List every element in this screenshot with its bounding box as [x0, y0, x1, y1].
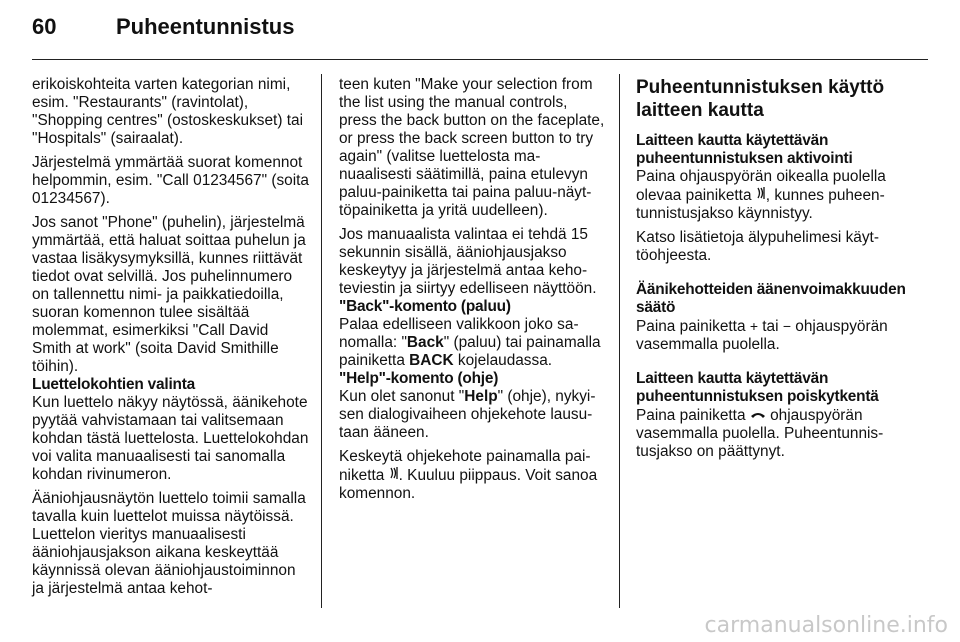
text: ohjauspyörän vasemmalla puolella. Puheentunnistusjakso on päättynyt. [636, 407, 884, 460]
paragraph [339, 448, 605, 503]
text: Keskeytä ohjekehote painamalla painiketta [339, 448, 591, 484]
subheading: "Help"-komento (ohje) [339, 370, 499, 387]
paragraph: Järjestelmä ymmärtää suorat komennot helpommin, esim. "Call 01234567" (soita 01234567). [32, 154, 309, 207]
text: Kun olet sanonut " [339, 388, 465, 405]
voice-command-icon [756, 186, 766, 204]
text: Paina painiketta [636, 318, 750, 335]
text: tai [758, 318, 783, 335]
paragraph: Jos manuaalista valintaa ei tehdä 15 sekunnin sisällä, ääniohjausjakso keskeytyy ja järjestelmä antaa kehoteviestin ja siirtyy edelliseen näyttöön. [339, 226, 597, 297]
paragraph: erikoiskohteita varten kategorian nimi, esim. "Restaurants" (ravintolat), "Shopping centres" (ostoskeskukset) tai "Hospitals" (sairaalat). [32, 76, 303, 147]
column-divider [321, 74, 322, 608]
column-3 [636, 76, 914, 467]
text: Paina painiketta [636, 407, 750, 424]
text: . Kuuluu piippaus. Voit sanoa komennon. [339, 467, 598, 502]
keyword: BACK [409, 352, 454, 369]
page-number: 60 [32, 14, 57, 39]
text: Paina ohjauspyörän oikealla puolella olevaa painiketta [636, 168, 886, 204]
page-header [32, 14, 294, 54]
header-rule [32, 59, 928, 60]
text: Palaa edelliseen valikkoon joko sanomalla: " [339, 316, 579, 351]
hang-up-icon [750, 406, 766, 424]
paragraph [636, 406, 914, 461]
subheading: Äänikehotteiden äänenvoimakkuuden säätö [636, 281, 906, 316]
subheading: Laitteen kautta käytettävän puheentunnistuksen aktivointi [636, 132, 853, 167]
section-title: Puheentunnistuksen käyttö laitteen kautta [636, 77, 885, 121]
subheading: "Back"-komento (paluu) [339, 298, 511, 315]
plus-icon: + [749, 318, 758, 334]
voice-command-icon [389, 466, 399, 484]
paragraph: Ääniohjausnäytön luettelo toimii samalla tavalla kuin luettelot muissa näytöissä. Luettelon vieritys manuaalisesti ääniohjausjakson aikana keskeyttää käynnissä olevan ääniohjaustoiminnon ja järjestelmä antaa kehot- [32, 490, 306, 597]
paragraph [636, 317, 914, 354]
column-divider [619, 74, 620, 608]
page-title: Puheentunnistus [116, 14, 295, 39]
minus-icon: − [782, 318, 791, 334]
subheading: Laitteen kautta käytettävän puheentunnistuksen poiskytkentä [636, 370, 879, 405]
text: , kunnes puheentunnistusjakso käynnistyy. [636, 187, 885, 222]
watermark: carmanualsonline.info [704, 613, 948, 638]
text: kojelaudassa. [453, 352, 553, 369]
subheading: Luettelokohtien valinta [32, 376, 196, 393]
paragraph [339, 388, 605, 442]
keyword: Back [406, 334, 444, 351]
column-1 [32, 76, 310, 604]
paragraph [636, 168, 914, 223]
paragraph: teen kuten "Make your selection from the list using the manual controls, press the back button on the faceplate, or press the back screen button to try again" (valitse luettelosta manuaalisesti säätimillä, paina etulevyn paluu-painiketta tai paina paluu-näyttöpainiketta ja yritä uudelleen). [339, 76, 605, 219]
text: ohjauspyörän vasemmalla puolella. [636, 318, 888, 353]
paragraph: Kun luettelo näkyy näytössä, äänikehote pyytää vahvistamaan tai valitsemaan kohdan tästä luettelosta. Luettelokohdan voi valita manuaalisesti tai sanomalla kohdan rivinumeron. [32, 394, 309, 483]
keyword: Help [464, 388, 498, 405]
paragraph: Jos sanot "Phone" (puhelin), järjestelmä ymmärtää, että haluat soittaa puhelun ja vastaa lisäkysymyksillä, kunnes riittävät tiedot ovat selvillä. Jos puhelinnumero on tallennettu nimi- ja paikkatiedoilla, suoran komennon tulee sisältää molemmat, esimerkiksi "Call David Smith at work" (soita David Smithille töihin). [32, 214, 306, 375]
paragraph: Katso lisätietoja älypuhelimesi käyttöohjeesta. [636, 229, 879, 264]
text: " (ohje), nykyisen dialogivaiheen ohjekehote lausutaan ääneen. [339, 388, 596, 441]
paragraph [339, 316, 605, 370]
text: " (paluu) tai painamalla painiketta [339, 334, 601, 369]
column-2 [339, 76, 605, 509]
